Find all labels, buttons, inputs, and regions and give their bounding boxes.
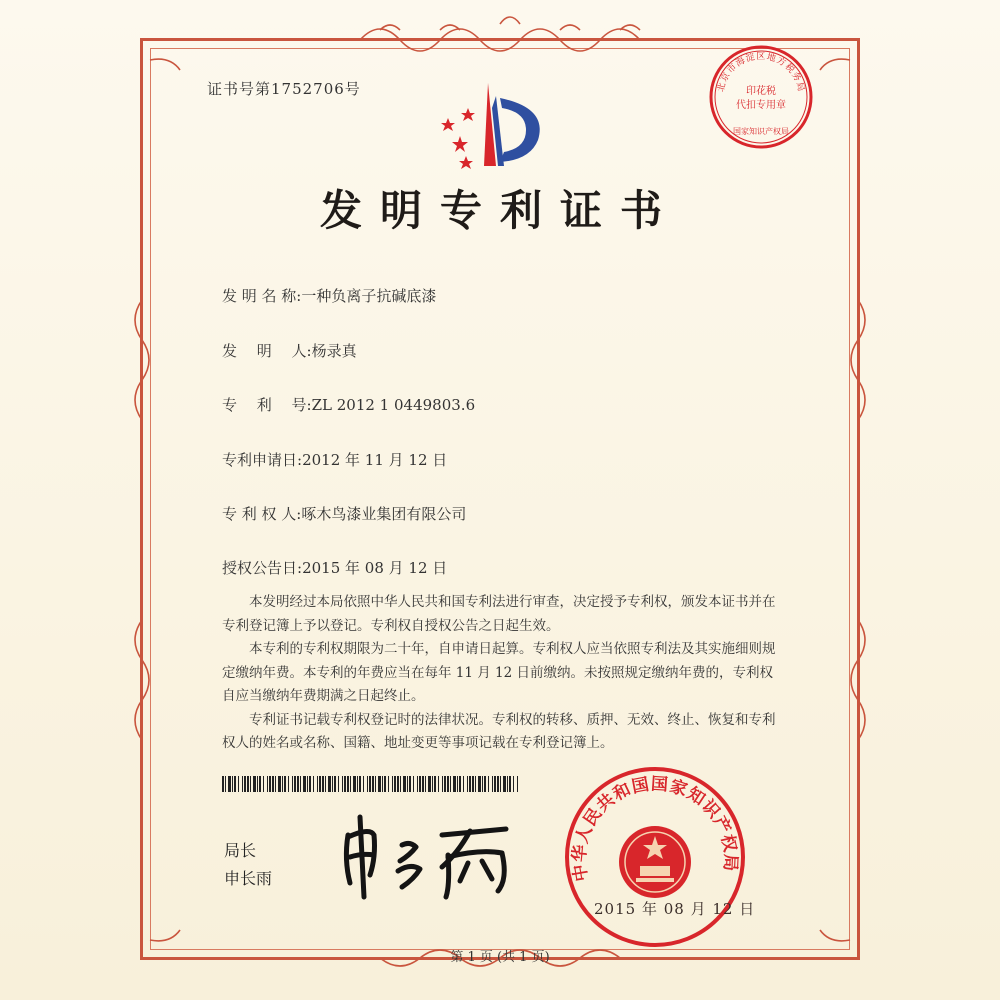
field-invention-name <box>222 285 436 306</box>
page-footer: 第 1 页 (共 1 页) <box>450 950 550 965</box>
field-label: 发 明 名 称: <box>222 287 302 305</box>
field-value: 啄木鸟漆业集团有限公司 <box>301 505 467 523</box>
national-emblem-icon <box>619 826 691 898</box>
field-label: 专 利 号: <box>222 396 312 414</box>
field-value: 2012 年 11 月 12 日 <box>302 451 448 469</box>
body-paragraph: 本发明经过本局依照中华人民共和国专利法进行审查，决定授予专利权，颁发本证书并在专利登记簿上予以登记。专利权自授权公告之日起生效。 <box>222 594 776 634</box>
certificate-number: 证书号第1752706号 <box>207 80 361 98</box>
field-label: 专 利 权 人: <box>222 505 302 523</box>
field-label: 授权公告日: <box>222 559 303 577</box>
field-value: 一种负离子抗碱底漆 <box>301 287 437 305</box>
field-patent-number <box>222 394 475 415</box>
field-label: 发 明 人: <box>222 342 312 360</box>
tax-seal-ring-text: 北京市海淀区地方税务局 <box>716 51 806 94</box>
body-paragraph: 本专利的专利权期限为二十年，自申请日起算。专利权人应当依照专利法及其实施细则规定缴纳年费。本专利的年费应当在每年 11 月 12 日前缴纳。未按照规定缴纳年费的，专利权自应当缴纳年费期满之日起终止。 <box>222 641 776 704</box>
barcode <box>222 776 522 792</box>
field-patentee <box>222 503 466 524</box>
certificate-body <box>222 591 778 756</box>
field-grant-date <box>222 557 447 578</box>
official-seal <box>560 762 750 952</box>
body-paragraph: 专利证书记载专利权登记时的法律状况。专利权的转移、质押、无效、终止、恢复和专利权人的姓名或名称、国籍、地址变更等事项记载在专利登记簿上。 <box>222 711 776 751</box>
certificate-title: 发明专利证书 <box>319 186 680 235</box>
seal-date: 2015 年 08 月 12 日 <box>594 900 756 918</box>
tax-stamp-seal <box>706 42 816 152</box>
field-value: 杨录真 <box>311 342 357 360</box>
field-value: 2015 年 08 月 12 日 <box>302 559 448 577</box>
tax-seal-center-text: 印花税 <box>746 86 776 97</box>
patent-office-logo <box>438 78 558 178</box>
field-application-date <box>222 449 447 470</box>
field-value: ZL 2012 1 0449803.6 <box>311 396 476 414</box>
director-signature <box>330 805 530 905</box>
official-seal-ring-text: 中华人民共和国国家知识产权局 <box>569 774 741 883</box>
director-name: 申长雨 <box>224 869 273 888</box>
tax-seal-bottom-text: 国家知识产权局 <box>733 127 789 136</box>
field-inventor <box>222 340 357 361</box>
director-title: 局长 <box>224 841 257 860</box>
field-label: 专利申请日: <box>222 451 303 469</box>
tax-seal-center-text-2: 代扣专用章 <box>736 100 786 111</box>
